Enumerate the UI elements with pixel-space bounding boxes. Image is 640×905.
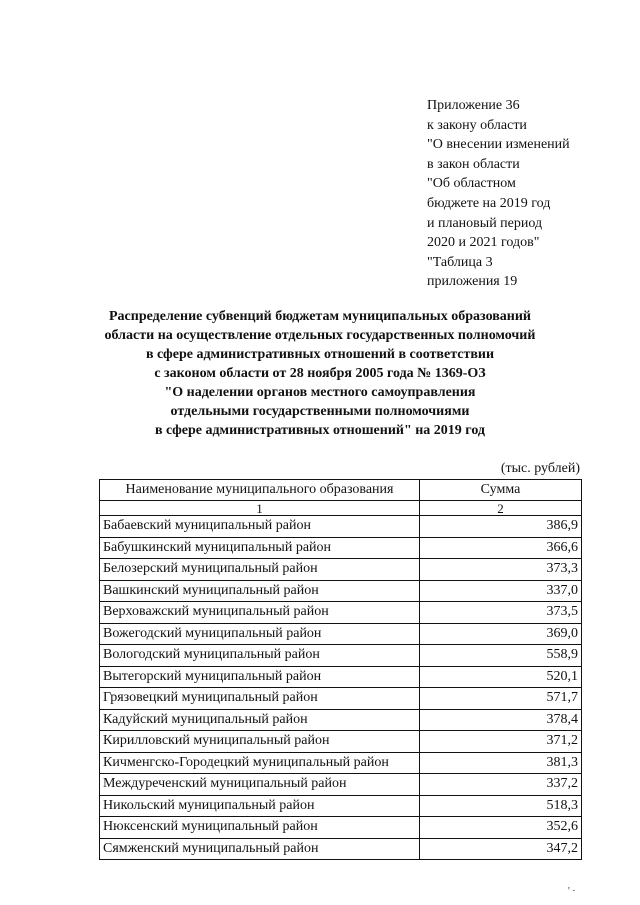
row-name: Вожегодский муниципальный район <box>100 623 420 645</box>
row-name: Вытегорский муниципальный район <box>100 666 420 688</box>
row-sum: 378,4 <box>420 709 582 731</box>
row-name: Нюксенский муниципальный район <box>100 817 420 839</box>
row-sum: 369,0 <box>420 623 582 645</box>
row-name: Кирилловский муниципальный район <box>100 731 420 753</box>
row-name: Вашкинский муниципальный район <box>100 580 420 602</box>
annex-line: 2020 и 2021 годов" <box>427 235 540 251</box>
title-line: в сфере административных отношений" на 2019 год <box>154 423 485 438</box>
title-line: "О наделении органов местного самоуправления <box>164 385 476 400</box>
header-name: Наименование муниципального образования <box>100 480 420 501</box>
row-name: Бабаевский муниципальный район <box>100 516 420 538</box>
annex-line: "Таблица 3 <box>427 254 493 270</box>
table-row <box>100 795 582 817</box>
row-name: Междуреченский муниципальный район <box>100 774 420 796</box>
table-row <box>100 709 582 731</box>
index-sum: 2 <box>420 501 582 516</box>
title-line: в сфере административных отношений в соответствии <box>145 347 495 362</box>
table-row <box>100 645 582 667</box>
row-name: Вологодский муниципальный район <box>100 645 420 667</box>
title-line: области на осуществление отдельных государственных полномочий <box>104 328 536 343</box>
row-name: Никольский муниципальный район <box>100 795 420 817</box>
table-row <box>100 817 582 839</box>
row-name: Кадуйский муниципальный район <box>100 709 420 731</box>
table-row <box>100 838 582 860</box>
row-sum: 337,2 <box>420 774 582 796</box>
table-row <box>100 623 582 645</box>
row-sum: 347,2 <box>420 838 582 860</box>
annex-line: бюджете на 2019 год <box>427 195 551 211</box>
table-row <box>100 688 582 710</box>
table-row <box>100 537 582 559</box>
table-row <box>100 666 582 688</box>
table-row <box>100 580 582 602</box>
annex-line: и плановый период <box>427 215 543 231</box>
row-name: Верховажский муниципальный район <box>100 602 420 624</box>
row-sum: 366,6 <box>420 537 582 559</box>
annex-line: в закон области <box>427 156 520 172</box>
row-sum: 571,7 <box>420 688 582 710</box>
row-name: Бабушкинский муниципальный район <box>100 537 420 559</box>
row-name: Грязовецкий муниципальный район <box>100 688 420 710</box>
table-row <box>100 731 582 753</box>
table-index-row <box>100 501 582 516</box>
row-sum: 352,6 <box>420 817 582 839</box>
annex-line: приложения 19 <box>427 274 518 290</box>
title-line: с законом области от 28 ноября 2005 года № 1369-ОЗ <box>154 366 486 381</box>
table-row <box>100 602 582 624</box>
table-row <box>100 774 582 796</box>
subvention-table <box>99 479 582 860</box>
annex-caption <box>427 96 570 292</box>
row-sum: 520,1 <box>420 666 582 688</box>
row-sum: 381,3 <box>420 752 582 774</box>
row-sum: 386,9 <box>420 516 582 538</box>
index-name: 1 <box>100 501 420 516</box>
header-sum: Сумма <box>420 480 582 501</box>
row-name: Сямженский муниципальный район <box>100 838 420 860</box>
table-row <box>100 516 582 538</box>
units-label: (тыс. рублей) <box>500 461 580 476</box>
annex-line: к закону области <box>427 117 527 133</box>
scan-artifact: ' · <box>568 886 576 897</box>
row-name: Кичменгско-Городецкий муниципальный район <box>100 752 420 774</box>
row-sum: 558,9 <box>420 645 582 667</box>
row-sum: 337,0 <box>420 580 582 602</box>
table-row <box>100 559 582 581</box>
title-line: отдельными государственными полномочиями <box>170 404 470 419</box>
row-sum: 373,3 <box>420 559 582 581</box>
row-sum: 371,2 <box>420 731 582 753</box>
table-row <box>100 752 582 774</box>
annex-line: "Об областном <box>427 176 516 192</box>
row-sum: 373,5 <box>420 602 582 624</box>
table-header-row <box>100 480 582 501</box>
title-line: Распределение субвенций бюджетам муниципальных образований <box>109 309 531 324</box>
row-name: Белозерский муниципальный район <box>100 559 420 581</box>
annex-line: "О внесении изменений <box>427 137 570 153</box>
annex-line: Приложение 36 <box>427 98 520 113</box>
row-sum: 518,3 <box>420 795 582 817</box>
document-title <box>70 307 570 440</box>
